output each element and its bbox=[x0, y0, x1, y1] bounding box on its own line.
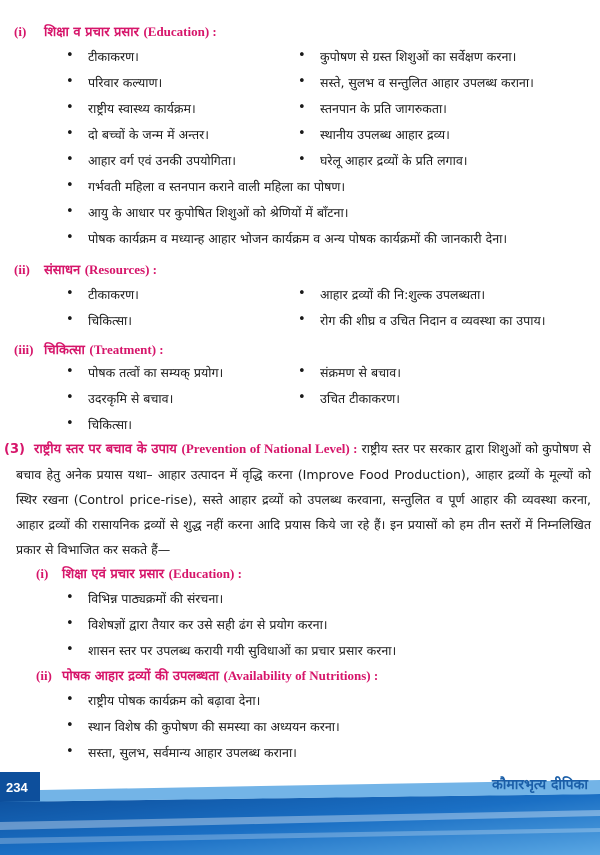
list-item: • घरेलू आहार द्रव्यों के प्रति लगाव। bbox=[320, 152, 468, 169]
list-item: • उदरकृमि से बचाव। bbox=[88, 390, 173, 407]
list-item: • विशेषज्ञों द्वारा तैयार कर उसे सही ढंग से प्रयोग करना। bbox=[88, 616, 328, 633]
paragraph-body: राष्ट्रीय स्तर पर सरकार द्वारा शिशुओं को कुपोषण से बचाव हेतु अनेक प्रयास यथा– आहार उत्पादन में वृद्धि करना (Improve Food Production), आहार द्रव्यों के मूल्यों को स्थिर रखना (Control price-rise), सस्ते आहार द्रव्यों को उपलब्ध करवाना, सन्तुलित व पूर्ण आहार की व्यवस्था करना, आहार द्रव्यों की रासायनिक द्रव्यों से शुद्ध नहीं करना आदि प्रयास किये जा रहे हैं। इन प्रयासों को हम तीन स्तरों में निम्नलिखित प्रकार से विभाजित कर सकते हैं— bbox=[16, 441, 591, 557]
list-item: • रोग की शीघ्र व उचित निदान व व्यवस्था का उपाय। bbox=[320, 312, 545, 329]
list-item: • चिकित्सा। bbox=[88, 312, 132, 329]
list-item: • आहार द्रव्यों की नि:शुल्क उपलब्धता। bbox=[320, 286, 485, 303]
page-number: 234 bbox=[6, 780, 28, 795]
paragraph-prevention-national-level bbox=[16, 436, 591, 562]
list-item: • शासन स्तर पर उपलब्ध करायी गयी सुविधाओं का प्रचार प्रसार करना। bbox=[88, 642, 396, 659]
heading-number: (i) bbox=[14, 24, 27, 39]
list-item: • टीकाकरण। bbox=[88, 48, 139, 65]
list-item: • परिवार कल्याण। bbox=[88, 74, 162, 91]
list-item: • संक्रमण से बचाव। bbox=[320, 364, 401, 381]
heading-english: (Education) : bbox=[143, 24, 217, 39]
list-item: • गर्भवती महिला व स्तनपान कराने वाली महिला का पोषण। bbox=[88, 178, 345, 195]
heading-number: (ii) bbox=[36, 668, 52, 683]
lead-english: (Prevention of National Level) : bbox=[181, 441, 358, 456]
paragraph-number: (3) bbox=[4, 442, 25, 457]
section-heading-education-2 bbox=[36, 564, 242, 582]
list-item: • पोषक तत्वों का सम्यक् प्रयोग। bbox=[88, 364, 223, 381]
heading-number: (iii) bbox=[14, 342, 34, 357]
heading-text: चिकित्सा bbox=[44, 343, 90, 358]
list-item: • स्थानीय उपलब्ध आहार द्रव्य। bbox=[320, 126, 450, 143]
lead-hindi: राष्ट्रीय स्तर पर बचाव के उपाय bbox=[34, 442, 182, 457]
list-item: • पोषक कार्यक्रम व मध्यान्ह आहार भोजन कार्यक्रम व अन्य पोषक कार्यक्रमों की जानकारी देना। bbox=[88, 230, 507, 247]
list-item: • स्तनपान के प्रति जागरुकता। bbox=[320, 100, 447, 117]
heading-number: (ii) bbox=[14, 262, 30, 277]
list-item: • टीकाकरण। bbox=[88, 286, 139, 303]
list-item: • सस्ते, सुलभ व सन्तुलित आहार उपलब्ध कराना। bbox=[320, 74, 534, 91]
running-head: कौमारभृत्य दीपिका bbox=[491, 777, 588, 793]
list-item: • आयु के आधार पर कुपोषित शिशुओं को श्रेणियों में बाँटना। bbox=[88, 204, 348, 221]
paragraph-lead bbox=[34, 442, 357, 457]
heading-number: (i) bbox=[36, 566, 49, 581]
heading-text: शिक्षा एवं प्रचार प्रसार bbox=[62, 567, 169, 582]
list-item: • राष्ट्रीय पोषक कार्यक्रम को बढ़ावा देना। bbox=[88, 692, 260, 709]
heading-english: (Availability of Nutritions) : bbox=[223, 668, 379, 683]
list-item: • उचित टीकाकरण। bbox=[320, 390, 400, 407]
heading-english: (Resources) : bbox=[84, 262, 158, 277]
list-item: • आहार वर्ग एवं उनकी उपयोगिता। bbox=[88, 152, 236, 169]
list-item: • राष्ट्रीय स्वास्थ्य कार्यक्रम। bbox=[88, 100, 196, 117]
list-item: • विभिन्न पाठ्यक्रमों की संरचना। bbox=[88, 590, 223, 607]
section-heading-treatment bbox=[14, 340, 164, 358]
heading-english: (Treatment) : bbox=[89, 342, 164, 357]
list-item: • स्थान विशेष की कुपोषण की समस्या का अध्ययन करना। bbox=[88, 718, 340, 735]
list-item: • कुपोषण से ग्रस्त शिशुओं का सर्वेक्षण करना। bbox=[320, 48, 516, 65]
heading-text: पोषक आहार द्रव्यों की उपलब्धता bbox=[62, 669, 224, 684]
list-item: • दो बच्चों के जन्म में अन्तर। bbox=[88, 126, 209, 143]
list-item: • चिकित्सा। bbox=[88, 416, 132, 433]
heading-english: (Education) : bbox=[168, 566, 242, 581]
heading-text: संसाधन bbox=[44, 263, 85, 278]
section-heading-education bbox=[14, 22, 217, 40]
section-heading-availability bbox=[36, 666, 378, 684]
heading-text: शिक्षा व प्रचार प्रसार bbox=[44, 25, 144, 40]
list-item: • सस्ता, सुलभ, सर्वमान्य आहार उपलब्ध कराना। bbox=[88, 744, 297, 761]
section-heading-resources bbox=[14, 260, 157, 278]
